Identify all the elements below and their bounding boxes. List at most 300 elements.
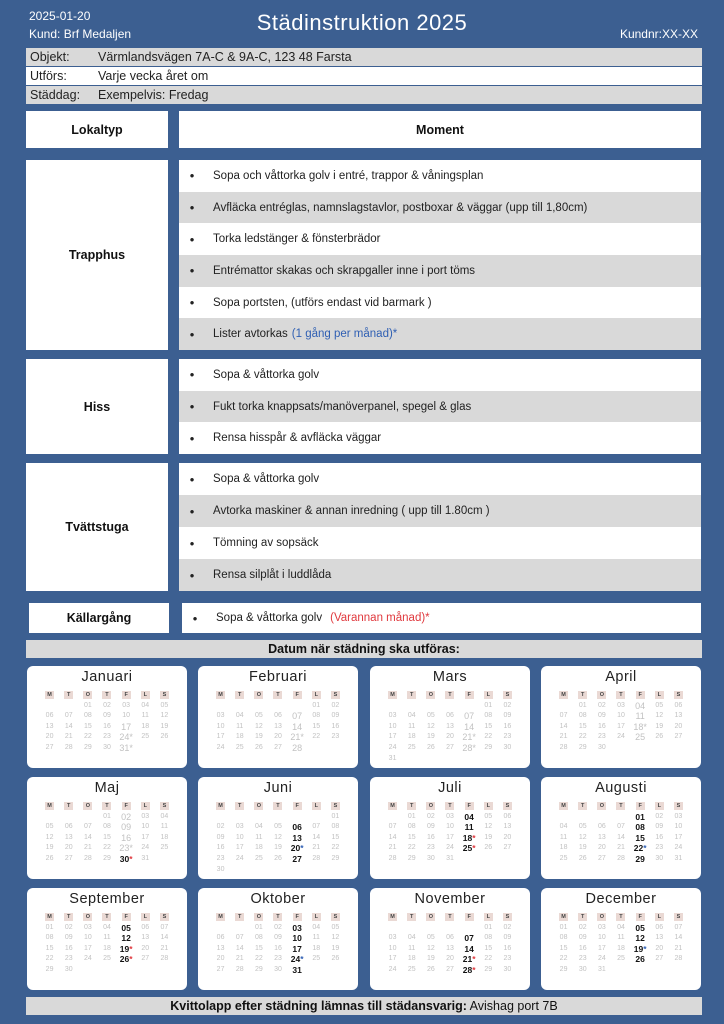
calendar-day: 22 xyxy=(407,844,416,852)
calendar-day: 08 xyxy=(83,712,92,720)
calendar-day: 21 xyxy=(674,944,683,952)
calendar-day: 02 xyxy=(503,701,512,709)
weekday-label: T xyxy=(578,913,587,921)
task-text: Torka ledstänger & fönsterbrädor xyxy=(213,233,381,246)
calendar-day: 29 xyxy=(103,854,111,862)
weekday-label: T xyxy=(273,802,282,810)
calendar-day: 09 xyxy=(274,934,282,942)
weekday-label: T xyxy=(64,691,73,699)
calendar-day: 26 xyxy=(254,743,263,751)
task-text: Avtorka maskiner & annan inredning ( upp till 1.80cm ) xyxy=(213,505,490,517)
calendar-day: 01 xyxy=(312,701,321,709)
calendar-day: 11 xyxy=(617,934,625,942)
calendar-day: 26 xyxy=(45,854,54,862)
calendar-day: 04 xyxy=(617,923,625,931)
weekday-label: T xyxy=(102,802,111,810)
calendar-day: 14 xyxy=(674,934,683,942)
calendar-day: 28* xyxy=(462,964,476,975)
calendar-day: 21* xyxy=(462,732,476,743)
day-marker: * xyxy=(643,943,647,954)
calendar-day: 11 xyxy=(635,711,645,722)
calendar-day: 16 xyxy=(578,944,587,952)
calendar-day: 01 xyxy=(484,701,493,709)
task-row xyxy=(179,495,701,527)
calendar-day: 23 xyxy=(331,733,340,741)
calendar-day: 22 xyxy=(83,733,92,741)
day-marker: * xyxy=(129,954,133,965)
calendar-day: 19 xyxy=(331,944,340,952)
calendar-day: 27 xyxy=(292,853,302,864)
weekday-label: F xyxy=(293,802,302,810)
calendar-day: 07 xyxy=(674,923,683,931)
calendar-day: 14 xyxy=(160,934,169,942)
calendar-day: 06 xyxy=(503,812,512,820)
task-text: Avfläcka entréglas, namnslagstavlor, postboxar & väggar (upp till 1,80cm) xyxy=(213,201,588,214)
task-text: Tömning av sopsäck xyxy=(213,537,319,549)
task-row xyxy=(179,223,701,255)
bullet: • xyxy=(192,610,198,626)
calendar-day: 10 xyxy=(446,823,454,831)
calendar-day: 20 xyxy=(274,733,282,741)
calendar-day: 10 xyxy=(141,823,150,831)
calendar-day: 08 xyxy=(254,934,263,942)
calendar-day: 06 xyxy=(141,923,150,931)
weekday-label: M xyxy=(45,913,54,921)
calendar-day: 12 xyxy=(160,712,169,720)
calendar-day: 16 xyxy=(64,944,73,952)
calendar-day: 21* xyxy=(290,732,304,743)
calendar-day: 08 xyxy=(312,712,321,720)
calendar-day: 25 xyxy=(617,955,625,963)
bullet: • xyxy=(189,567,195,583)
calendar-day: 20 xyxy=(446,955,454,963)
calendar-day: 26 xyxy=(578,854,587,862)
calendar-day: 23 xyxy=(64,955,73,963)
weekday-label: M xyxy=(388,802,397,810)
month-name: Maj xyxy=(94,780,120,796)
calendar-day: 06 xyxy=(446,934,454,942)
calendar-day: 24 xyxy=(388,965,397,973)
weekday-label: F xyxy=(636,802,645,810)
task-row xyxy=(179,359,701,391)
calendar-day: 14 xyxy=(292,721,303,732)
calendar-day: 08 xyxy=(407,823,416,831)
section-trapphus-tasks xyxy=(179,160,701,350)
calendar-day: 24 xyxy=(83,955,92,963)
calendar-day: 05 xyxy=(635,922,645,933)
calendar-day: 13 xyxy=(141,934,150,942)
calendar-day: 07 xyxy=(64,712,73,720)
calendar-day: 17 xyxy=(121,721,132,732)
calendar-day: 31 xyxy=(597,965,606,973)
weekday-label: O xyxy=(254,802,263,810)
calendar-day: 23 xyxy=(103,733,111,741)
calendar-day: 04 xyxy=(407,712,416,720)
calendar-day: 23 xyxy=(274,955,282,963)
task-text: Sopa portsten, (utförs endast vid barmark ) xyxy=(213,296,432,309)
weekday-label: T xyxy=(64,802,73,810)
calendar-day: 21 xyxy=(83,844,92,852)
weekday-label: L xyxy=(141,913,150,921)
calendar-day: 07 xyxy=(464,933,474,944)
calendar-day: 15 xyxy=(559,944,568,952)
calendar-day: 12 xyxy=(635,933,645,944)
calendar-day: 19* xyxy=(119,943,133,954)
weekday-label: T xyxy=(102,913,111,921)
bullet: • xyxy=(189,263,195,279)
calendar-day: 09 xyxy=(426,823,435,831)
day-marker: * xyxy=(129,943,133,954)
calendar-day: 29 xyxy=(331,854,340,862)
calendar-day: 14 xyxy=(464,721,475,732)
day-marker: * xyxy=(129,843,133,854)
weekday-label: O xyxy=(426,691,435,699)
calendar-day: 01 xyxy=(83,701,92,709)
header-lokaltyp: Lokaltyp xyxy=(26,111,168,148)
calendar-day: 10 xyxy=(674,823,683,831)
weekday-label: M xyxy=(45,802,54,810)
calendar-day: 15 xyxy=(635,832,645,843)
weekday-label: L xyxy=(312,802,321,810)
calendar-day: 11 xyxy=(141,712,149,720)
calendar-day: 27 xyxy=(141,955,150,963)
calendar-day: 08 xyxy=(484,712,493,720)
weekday-label: S xyxy=(160,913,169,921)
day-marker: * xyxy=(300,843,304,854)
calendar-day: 10 xyxy=(292,933,302,944)
calendar-day: 13 xyxy=(45,722,54,730)
info-label: Objekt: xyxy=(30,50,70,64)
calendar-day: 01 xyxy=(559,923,568,931)
calendar-day: 21 xyxy=(388,844,397,852)
calendar-day: 08 xyxy=(484,934,493,942)
calendar-day: 11 xyxy=(464,822,474,833)
weekday-label: T xyxy=(273,913,282,921)
weekday-label: M xyxy=(559,691,568,699)
month-name: December xyxy=(585,891,657,907)
calendar-day: 30 xyxy=(103,743,111,751)
calendar-day: 17 xyxy=(674,833,683,841)
calendar-month xyxy=(198,777,358,879)
calendar-day: 13 xyxy=(503,823,512,831)
calendar-day: 24* xyxy=(119,732,133,743)
info-value: Värmlandsvägen 7A-C & 9A-C, 123 48 Farsta xyxy=(98,50,352,64)
calendar-day: 22 xyxy=(254,955,263,963)
calendar-day: 15 xyxy=(407,833,416,841)
calendar-day: 04 xyxy=(254,823,263,831)
task-row xyxy=(179,192,701,224)
weekday-label: F xyxy=(465,802,474,810)
calendar-day: 24 xyxy=(617,733,625,741)
calendar-day: 14 xyxy=(617,833,625,841)
calendar-day: 16 xyxy=(274,944,282,952)
calendar-day: 27 xyxy=(446,965,454,973)
calendar-day: 21 xyxy=(559,733,568,741)
weekday-label: T xyxy=(64,913,73,921)
weekday-label: M xyxy=(45,691,54,699)
calendar-day: 19 xyxy=(578,844,587,852)
calendar-day: 28 xyxy=(83,854,92,862)
calendar-day: 24 xyxy=(216,743,225,751)
calendar-day: 24* xyxy=(290,954,304,965)
calendar-day: 30 xyxy=(216,865,225,873)
calendar-day: 03 xyxy=(388,712,397,720)
task-row xyxy=(179,463,701,495)
info-row-objekt xyxy=(26,48,702,66)
calendar-day: 27 xyxy=(216,965,225,973)
weekday-label: S xyxy=(503,802,512,810)
calendar-day: 13 xyxy=(597,833,606,841)
calendar-day: 02 xyxy=(655,812,664,820)
weekday-label: O xyxy=(254,913,263,921)
calendar-day: 30 xyxy=(64,965,73,973)
info-value: Exempelvis: Fredag xyxy=(98,88,209,102)
calendar-day: 27 xyxy=(655,955,664,963)
bullet: • xyxy=(189,367,195,383)
weekday-label: O xyxy=(597,691,606,699)
calendar-day: 18* xyxy=(633,721,647,732)
weekday-label: L xyxy=(484,913,493,921)
section-kallargang-label: Källargång xyxy=(29,603,169,633)
calendar-day: 24 xyxy=(141,844,150,852)
task-text: Lister avtorkas xyxy=(213,328,288,341)
weekday-label: L xyxy=(484,691,493,699)
calendar-day: 13 xyxy=(274,722,282,730)
calendar-day: 19 xyxy=(426,955,435,963)
calendar-day: 29 xyxy=(635,853,645,864)
calendar-day: 21 xyxy=(160,944,169,952)
calendar-day: 12 xyxy=(331,934,340,942)
calendar-day: 02 xyxy=(274,923,282,931)
calendar-day: 22 xyxy=(103,844,111,852)
calendar-day: 21 xyxy=(312,844,321,852)
calendar-day: 06 xyxy=(216,934,225,942)
month-name: Januari xyxy=(81,669,133,685)
calendar-day: 07 xyxy=(617,823,625,831)
calendar-day: 25 xyxy=(635,732,646,743)
calendar-day: 08 xyxy=(635,822,645,833)
info-label: Utförs: xyxy=(30,69,67,83)
calendar-day: 07 xyxy=(312,823,321,831)
day-marker: * xyxy=(472,964,476,975)
calendar-day: 03 xyxy=(292,922,302,933)
weekday-label: S xyxy=(503,913,512,921)
weekday-label: T xyxy=(235,691,244,699)
calendar-day: 10 xyxy=(83,934,92,942)
calendar-day: 12 xyxy=(254,722,263,730)
weekday-label: M xyxy=(388,691,397,699)
task-row xyxy=(179,422,701,454)
bullet: • xyxy=(189,471,195,487)
calendar-day: 09 xyxy=(578,934,587,942)
calendar-day: 15 xyxy=(578,722,587,730)
task-row xyxy=(179,391,701,423)
calendar-day: 02 xyxy=(64,923,73,931)
calendar-day: 01 xyxy=(484,923,493,931)
bullet: • xyxy=(189,430,195,446)
calendar-day: 28* xyxy=(462,742,476,753)
weekday-label: S xyxy=(160,802,169,810)
calendar-day: 14 xyxy=(64,722,73,730)
calendar-day: 30 xyxy=(503,743,512,751)
month-name: Mars xyxy=(432,669,468,685)
calendar-day: 07 xyxy=(83,823,92,831)
calendar-day: 18 xyxy=(407,955,416,963)
task-row xyxy=(179,527,701,559)
calendar-day: 18 xyxy=(160,833,169,841)
calendar-day: 04 xyxy=(635,700,646,711)
calendar-day: 05 xyxy=(484,812,493,820)
section-trapphus-label: Trapphus xyxy=(26,160,168,350)
month-name: Juli xyxy=(438,780,462,796)
calendar-day: 28 xyxy=(388,854,397,862)
section-kallargang-tasks xyxy=(182,603,701,633)
calendar-day: 23 xyxy=(426,844,435,852)
weekday-label: T xyxy=(578,691,587,699)
info-row-staddag xyxy=(26,86,702,104)
calendar-day: 30 xyxy=(578,965,587,973)
calendar-day: 04 xyxy=(312,923,321,931)
task-text: Entrémattor skakas och skrapgaller inne i port töms xyxy=(213,264,476,277)
calendar-day: 03 xyxy=(597,923,606,931)
calendar-day: 26 xyxy=(426,743,435,751)
calendar-day: 18* xyxy=(462,832,476,843)
calendar-day: 31 xyxy=(674,854,683,862)
calendar-day: 21 xyxy=(64,733,73,741)
calendar-day: 18 xyxy=(235,733,244,741)
calendar-day: 18 xyxy=(617,944,625,952)
calendar-day: 30 xyxy=(503,965,512,973)
calendar-day: 19 xyxy=(426,733,435,741)
info-label: Städdag: xyxy=(30,88,81,102)
calendar-day: 27 xyxy=(674,733,683,741)
footer-value: Avishag port 7B xyxy=(469,999,558,1013)
calendar-day: 27 xyxy=(597,854,606,862)
calendar-day: 29 xyxy=(407,854,416,862)
calendar-day: 07 xyxy=(464,711,475,722)
calendar-day: 15 xyxy=(484,944,493,952)
calendar-day: 26 xyxy=(426,965,435,973)
weekday-label: M xyxy=(559,913,568,921)
weekday-label: F xyxy=(122,691,131,699)
calendar-day: 25 xyxy=(103,955,111,963)
calendar-day: 15 xyxy=(103,833,111,841)
calendar-day: 11 xyxy=(236,722,244,730)
calendar-day: 20 xyxy=(674,722,683,730)
calendar-day: 16 xyxy=(597,722,606,730)
calendar-day: 22 xyxy=(559,955,568,963)
calendar-day: 27 xyxy=(503,844,512,852)
calendar-day: 04 xyxy=(160,812,169,820)
calendar-day: 31 xyxy=(141,854,150,862)
calendar-day: 20* xyxy=(290,843,304,854)
calendar-day: 15 xyxy=(484,722,493,730)
calendar-day: 06 xyxy=(292,822,302,833)
calendar-day: 01 xyxy=(331,812,340,820)
weekday-label: T xyxy=(445,691,454,699)
section-hiss-tasks xyxy=(179,359,701,454)
calendar-day: 18 xyxy=(103,944,111,952)
calendar-month xyxy=(541,888,701,990)
calendar-day: 19 xyxy=(484,833,493,841)
task-text: Sopa och våttorka golv i entré, trappor & våningsplan xyxy=(213,169,484,182)
calendar-day: 19 xyxy=(655,722,664,730)
calendar-day: 11 xyxy=(255,833,263,841)
calendar-day: 14 xyxy=(559,722,568,730)
calendar-day: 13 xyxy=(674,712,683,720)
calendar-day: 19 xyxy=(45,844,54,852)
calendar-day: 25 xyxy=(160,844,169,852)
bullet: • xyxy=(189,200,195,215)
calendar-day: 25 xyxy=(407,743,416,751)
calendar-day: 23 xyxy=(655,844,664,852)
calendar-day: 07 xyxy=(559,712,568,720)
calendar-day: 25 xyxy=(254,854,263,862)
calendar-day: 28 xyxy=(160,955,169,963)
bullet: • xyxy=(189,295,195,311)
calendar-day: 04 xyxy=(103,923,111,931)
bullet: • xyxy=(189,231,195,247)
calendar-day: 09 xyxy=(503,712,512,720)
calendar-day: 15 xyxy=(45,944,54,952)
weekday-label: L xyxy=(655,913,664,921)
weekday-label: L xyxy=(655,691,664,699)
calendar-day: 17 xyxy=(235,844,244,852)
calendar-day: 11 xyxy=(312,934,320,942)
calendar-day: 30* xyxy=(119,853,133,864)
calendar-day: 30 xyxy=(426,854,435,862)
calendar-day: 13 xyxy=(216,944,225,952)
calendar-day: 20 xyxy=(597,844,606,852)
weekday-label: S xyxy=(503,691,512,699)
calendar-day: 24 xyxy=(388,743,397,751)
datum-title: Datum när städning ska utföras: xyxy=(26,640,702,658)
day-marker: * xyxy=(472,832,476,843)
task-text: Rensa hisspår & avfläcka väggar xyxy=(213,432,382,445)
calendar-day: 25 xyxy=(235,743,244,751)
calendar-day: 22 xyxy=(484,733,493,741)
task-text: Fukt torka knappsats/manöverpanel, spegel & glas xyxy=(213,400,472,413)
calendar-day: 09 xyxy=(331,712,340,720)
calendar-day: 07 xyxy=(292,711,303,722)
calendar-day: 10 xyxy=(617,712,625,720)
calendar-day: 02 xyxy=(121,811,132,822)
calendar-day: 18 xyxy=(559,844,568,852)
weekday-label: T xyxy=(407,691,416,699)
calendar-day: 03 xyxy=(617,701,625,709)
calendar-day: 14 xyxy=(388,833,397,841)
calendar-day: 19* xyxy=(633,943,647,954)
calendar-day: 27 xyxy=(274,743,282,751)
calendar-day: 19 xyxy=(274,844,282,852)
weekday-label: L xyxy=(312,691,321,699)
day-marker: * xyxy=(472,742,476,753)
calendar-day: 23 xyxy=(216,854,225,862)
calendar-day: 26 xyxy=(160,733,169,741)
calendar-day: 14 xyxy=(312,833,321,841)
calendar-day: 03 xyxy=(388,934,397,942)
calendar-day: 17 xyxy=(446,833,454,841)
calendar-day: 26* xyxy=(119,954,133,965)
calendar-day: 04 xyxy=(235,712,244,720)
task-text: Sopa & våttorka golv xyxy=(213,473,320,485)
day-marker: * xyxy=(129,732,133,743)
bullet: • xyxy=(189,535,195,551)
calendar-day: 17 xyxy=(83,944,92,952)
calendar-day: 06 xyxy=(64,823,73,831)
calendar-day: 02 xyxy=(331,701,340,709)
calendar-day: 05 xyxy=(45,823,54,831)
